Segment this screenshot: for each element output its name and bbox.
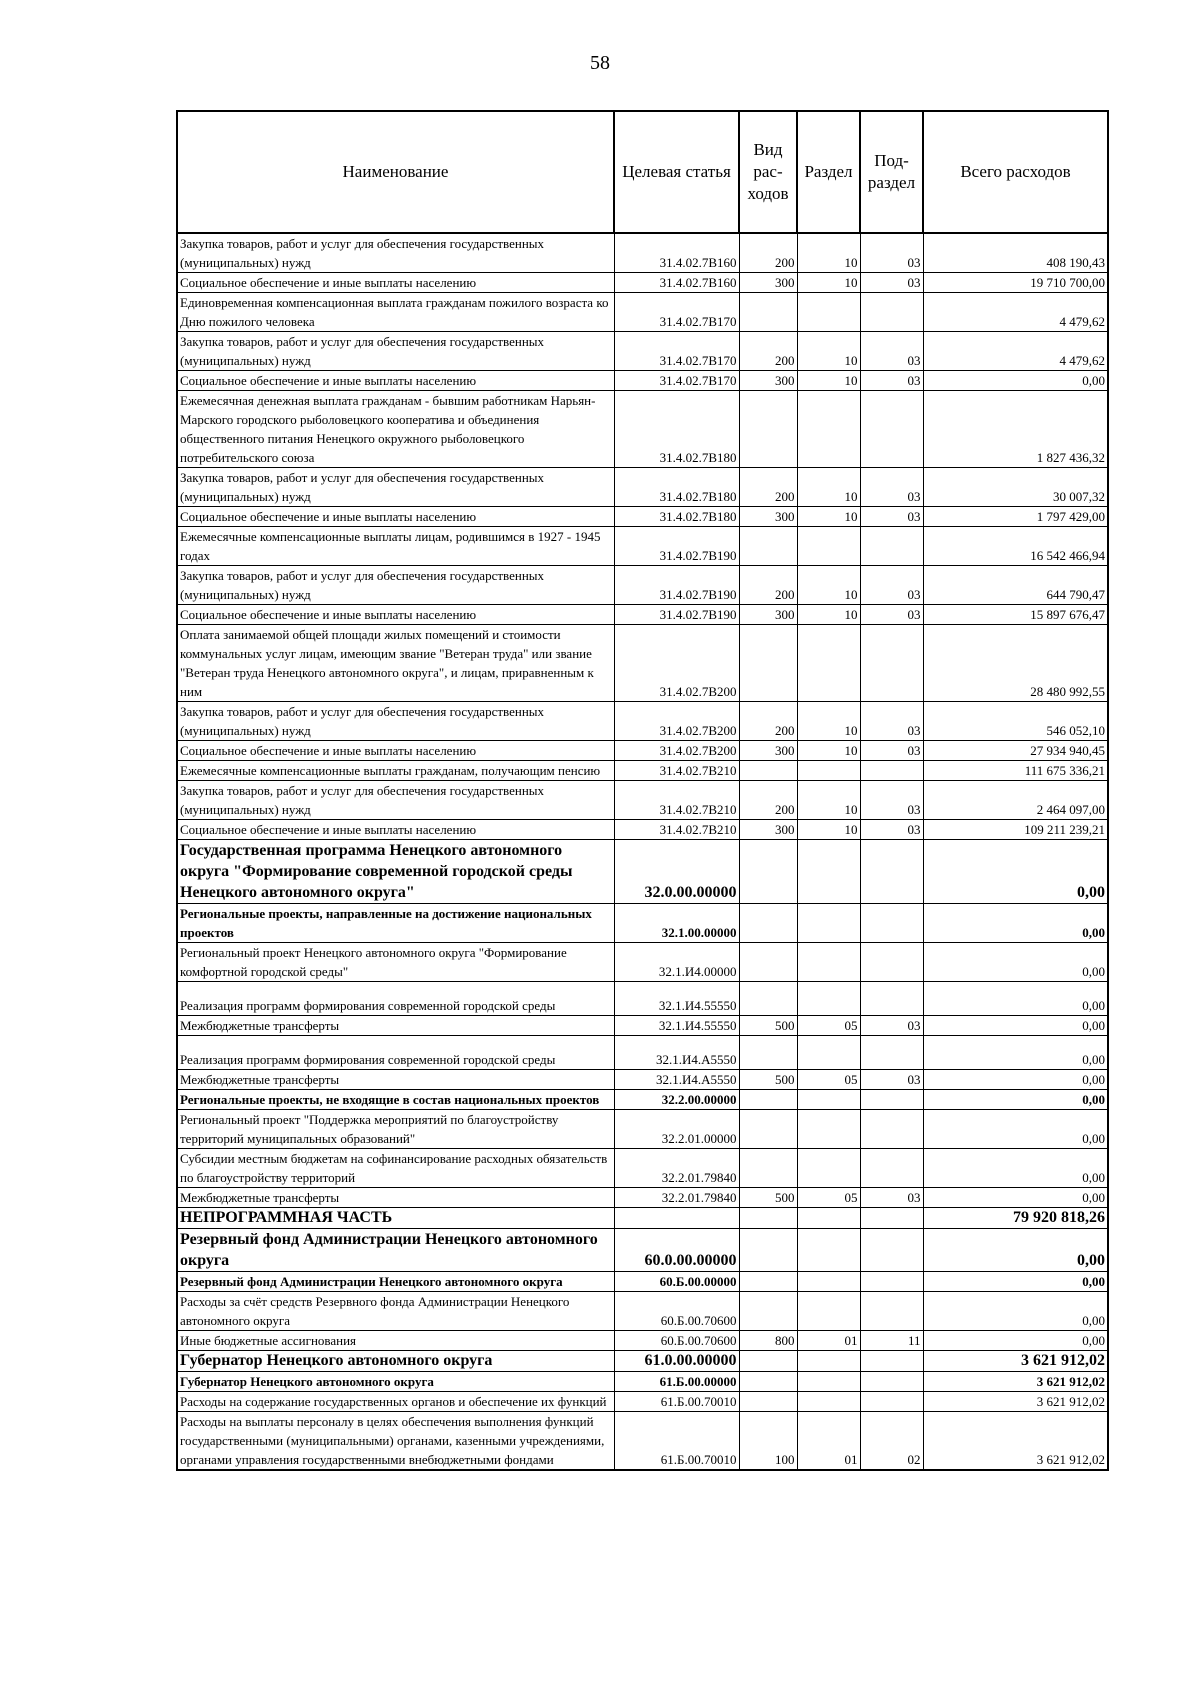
cell-target-code [614,1208,739,1229]
cell-name: Иные бюджетные ассигнования [177,1331,614,1351]
table-row [177,1188,1108,1208]
cell-subsection [860,943,923,982]
header-code: Целевая статья [614,111,739,233]
cell-total: 2 464 097,00 [923,781,1108,820]
table-row [177,1272,1108,1292]
cell-target-code: 32.2.01.00000 [614,1110,739,1149]
table-row [177,233,1108,273]
cell-total: 30 007,32 [923,468,1108,507]
table-row [177,1016,1108,1036]
cell-name: Закупка товаров, работ и услуг для обеспечения государственных (муниципальных) нужд [177,332,614,371]
header-razdel: Раздел [797,111,860,233]
header-name: Наименование [177,111,614,233]
cell-expense-type [739,293,797,332]
table-row [177,468,1108,507]
table-row [177,1351,1108,1372]
cell-total: 0,00 [923,1149,1108,1188]
cell-target-code: 61.Б.00.70010 [614,1412,739,1471]
cell-subsection [860,1292,923,1331]
cell-name: Государственная программа Ненецкого автономного округа "Формирование современной городской среды Ненецкого автономного округа" [177,840,614,904]
cell-section [797,1392,860,1412]
cell-total: 4 479,62 [923,293,1108,332]
cell-target-code: 31.4.02.7В200 [614,702,739,741]
table-header-row [177,111,1108,233]
cell-section [797,761,860,781]
cell-total: 0,00 [923,1331,1108,1351]
cell-expense-type [739,1036,797,1070]
cell-expense-type [739,391,797,468]
cell-section [797,391,860,468]
table-row [177,820,1108,840]
cell-target-code: 32.2.00.00000 [614,1090,739,1110]
cell-name: Губернатор Ненецкого автономного округа [177,1372,614,1392]
cell-name: Реализация программ формирования современной городской среды [177,1036,614,1070]
cell-expense-type [739,1090,797,1110]
table-row [177,293,1108,332]
cell-subsection [860,1392,923,1412]
cell-total: 109 211 239,21 [923,820,1108,840]
table-row [177,1090,1108,1110]
cell-subsection: 03 [860,781,923,820]
cell-expense-type: 100 [739,1412,797,1471]
cell-subsection: 03 [860,507,923,527]
cell-name: Социальное обеспечение и иные выплаты населению [177,605,614,625]
cell-subsection [860,293,923,332]
cell-target-code: 61.Б.00.70010 [614,1392,739,1412]
cell-section [797,1229,860,1272]
cell-section [797,1272,860,1292]
cell-name: Губернатор Ненецкого автономного округа [177,1351,614,1372]
cell-subsection [860,1351,923,1372]
cell-total: 0,00 [923,840,1108,904]
cell-target-code: 31.4.02.7В170 [614,371,739,391]
header-sum: Всего расходов [923,111,1108,233]
cell-target-code: 31.4.02.7В200 [614,625,739,702]
header-vid: Вид рас-ходов [739,111,797,233]
cell-total: 0,00 [923,1090,1108,1110]
cell-target-code: 31.4.02.7В190 [614,566,739,605]
cell-name: Ежемесячные компенсационные выплаты гражданам, получающим пенсию [177,761,614,781]
cell-total: 3 621 912,02 [923,1412,1108,1471]
cell-subsection [860,1208,923,1229]
cell-target-code: 31.4.02.7В200 [614,741,739,761]
cell-subsection: 11 [860,1331,923,1351]
table-row [177,527,1108,566]
cell-section: 10 [797,332,860,371]
cell-subsection: 02 [860,1412,923,1471]
cell-section [797,840,860,904]
cell-section: 05 [797,1070,860,1090]
cell-expense-type: 200 [739,566,797,605]
cell-name: Региональный проект Ненецкого автономного округа "Формирование комфортной городской среды" [177,943,614,982]
cell-target-code: 31.4.02.7В190 [614,527,739,566]
table-row [177,1229,1108,1272]
cell-subsection: 03 [860,702,923,741]
table-row [177,507,1108,527]
cell-section: 10 [797,741,860,761]
cell-expense-type [739,625,797,702]
table-row [177,1149,1108,1188]
cell-section [797,904,860,943]
cell-total: 0,00 [923,1272,1108,1292]
table-row [177,1110,1108,1149]
cell-target-code: 31.4.02.7В190 [614,605,739,625]
cell-subsection: 03 [860,1070,923,1090]
cell-target-code: 32.2.01.79840 [614,1149,739,1188]
cell-target-code: 61.0.00.00000 [614,1351,739,1372]
cell-expense-type: 200 [739,332,797,371]
cell-section [797,293,860,332]
cell-target-code: 31.4.02.7В180 [614,507,739,527]
table-row [177,273,1108,293]
cell-name: Межбюджетные трансферты [177,1188,614,1208]
cell-expense-type: 300 [739,605,797,625]
cell-expense-type [739,1110,797,1149]
cell-section [797,1036,860,1070]
cell-expense-type: 200 [739,233,797,273]
table-row [177,1208,1108,1229]
cell-target-code: 61.Б.00.00000 [614,1372,739,1392]
table-row [177,566,1108,605]
cell-total: 0,00 [923,1016,1108,1036]
cell-name: Расходы на содержание государственных органов и обеспечение их функций [177,1392,614,1412]
cell-subsection: 03 [860,273,923,293]
cell-expense-type: 200 [739,781,797,820]
cell-name: Межбюджетные трансферты [177,1016,614,1036]
cell-section [797,1292,860,1331]
cell-target-code: 32.1.И4.А5550 [614,1070,739,1090]
cell-target-code: 31.4.02.7В160 [614,273,739,293]
cell-total: 0,00 [923,1070,1108,1090]
cell-expense-type [739,840,797,904]
cell-total: 408 190,43 [923,233,1108,273]
cell-expense-type: 300 [739,507,797,527]
cell-target-code: 60.0.00.00000 [614,1229,739,1272]
cell-section [797,943,860,982]
cell-target-code: 31.4.02.7В160 [614,233,739,273]
cell-section: 10 [797,468,860,507]
cell-subsection: 03 [860,1016,923,1036]
table-row [177,741,1108,761]
cell-subsection [860,1372,923,1392]
cell-total: 0,00 [923,371,1108,391]
cell-subsection: 03 [860,468,923,507]
cell-total: 0,00 [923,1292,1108,1331]
cell-target-code: 31.4.02.7В170 [614,293,739,332]
cell-total: 4 479,62 [923,332,1108,371]
cell-section: 10 [797,371,860,391]
table-row [177,371,1108,391]
table-row [177,1070,1108,1090]
cell-subsection [860,1090,923,1110]
cell-name: Ежемесячная денежная выплата гражданам - бывшим работникам Нарьян-Марского городского рыболовецкого кооператива и объединения общественного питания Ненецкого окружного рыболовецкого потребительского союза [177,391,614,468]
cell-total: 546 052,10 [923,702,1108,741]
cell-expense-type: 200 [739,702,797,741]
cell-section: 10 [797,605,860,625]
table-row [177,1331,1108,1351]
cell-total: 15 897 676,47 [923,605,1108,625]
cell-subsection: 03 [860,566,923,605]
cell-subsection [860,1229,923,1272]
table-row [177,1292,1108,1331]
cell-expense-type [739,1392,797,1412]
cell-section: 10 [797,273,860,293]
cell-total: 0,00 [923,1188,1108,1208]
cell-expense-type: 500 [739,1016,797,1036]
cell-subsection [860,982,923,1016]
cell-total: 3 621 912,02 [923,1351,1108,1372]
table-row [177,982,1108,1016]
table-row [177,1372,1108,1392]
cell-name: Резервный фонд Администрации Ненецкого автономного округа [177,1229,614,1272]
cell-expense-type [739,1372,797,1392]
table-row [177,1036,1108,1070]
table-row [177,702,1108,741]
table-row [177,943,1108,982]
table-row [177,761,1108,781]
cell-expense-type [739,943,797,982]
cell-target-code: 31.4.02.7В210 [614,820,739,840]
cell-subsection [860,391,923,468]
cell-total: 28 480 992,55 [923,625,1108,702]
cell-subsection [860,840,923,904]
cell-target-code: 31.4.02.7В210 [614,761,739,781]
cell-name: Социальное обеспечение и иные выплаты населению [177,741,614,761]
cell-total: 111 675 336,21 [923,761,1108,781]
cell-total: 27 934 940,45 [923,741,1108,761]
cell-name: Единовременная компенсационная выплата гражданам пожилого возраста ко Дню пожилого человека [177,293,614,332]
cell-section: 05 [797,1016,860,1036]
cell-name: Ежемесячные компенсационные выплаты лицам, родившимся в 1927 - 1945 годах [177,527,614,566]
table-row [177,904,1108,943]
cell-section: 05 [797,1188,860,1208]
cell-name: Реализация программ формирования современной городской среды [177,982,614,1016]
table-row [177,840,1108,904]
cell-name: Закупка товаров, работ и услуг для обеспечения государственных (муниципальных) нужд [177,566,614,605]
cell-section [797,1208,860,1229]
cell-expense-type [739,1292,797,1331]
cell-section: 01 [797,1331,860,1351]
cell-name: Региональные проекты, не входящие в состав национальных проектов [177,1090,614,1110]
cell-expense-type [739,1208,797,1229]
cell-expense-type: 300 [739,371,797,391]
cell-subsection: 03 [860,605,923,625]
cell-name: Социальное обеспечение и иные выплаты населению [177,820,614,840]
cell-name: Закупка товаров, работ и услуг для обеспечения государственных (муниципальных) нужд [177,468,614,507]
cell-expense-type [739,527,797,566]
cell-name: Региональные проекты, направленные на достижение национальных проектов [177,904,614,943]
cell-section: 10 [797,566,860,605]
cell-expense-type [739,1149,797,1188]
cell-subsection: 03 [860,332,923,371]
cell-expense-type: 200 [739,468,797,507]
cell-target-code: 31.4.02.7В180 [614,391,739,468]
cell-total: 0,00 [923,1229,1108,1272]
cell-expense-type: 300 [739,820,797,840]
cell-subsection [860,761,923,781]
cell-expense-type: 500 [739,1070,797,1090]
cell-subsection [860,1149,923,1188]
cell-subsection: 03 [860,1188,923,1208]
cell-expense-type: 500 [739,1188,797,1208]
cell-section [797,1351,860,1372]
budget-table [176,110,1109,1471]
cell-target-code: 32.2.01.79840 [614,1188,739,1208]
header-podrazdel: Под-раздел [860,111,923,233]
cell-target-code: 60.Б.00.70600 [614,1292,739,1331]
cell-target-code: 32.1.И4.00000 [614,943,739,982]
cell-target-code: 32.1.И4.А5550 [614,1036,739,1070]
table-row [177,1412,1108,1471]
cell-subsection [860,625,923,702]
cell-expense-type: 300 [739,741,797,761]
cell-section [797,625,860,702]
table-row [177,781,1108,820]
cell-total: 0,00 [923,1036,1108,1070]
table-row [177,625,1108,702]
cell-name: Закупка товаров, работ и услуг для обеспечения государственных (муниципальных) нужд [177,233,614,273]
cell-section [797,1090,860,1110]
cell-subsection [860,1110,923,1149]
cell-name: Расходы на выплаты персоналу в целях обеспечения выполнения функций государственными (муниципальными) органами, казенными учреждениями, органами управления государственными внебюджетными фондами [177,1412,614,1471]
cell-name: Закупка товаров, работ и услуг для обеспечения государственных (муниципальных) нужд [177,781,614,820]
cell-total: 644 790,47 [923,566,1108,605]
cell-expense-type [739,904,797,943]
cell-expense-type [739,1229,797,1272]
cell-subsection: 03 [860,741,923,761]
cell-expense-type [739,761,797,781]
cell-total: 79 920 818,26 [923,1208,1108,1229]
cell-total: 0,00 [923,943,1108,982]
cell-expense-type [739,1351,797,1372]
cell-section: 10 [797,820,860,840]
cell-target-code: 32.1.И4.55550 [614,982,739,1016]
cell-name: Социальное обеспечение и иные выплаты населению [177,371,614,391]
cell-total: 1 797 429,00 [923,507,1108,527]
cell-subsection [860,527,923,566]
cell-total: 0,00 [923,1110,1108,1149]
page-number: 58 [590,52,610,74]
cell-target-code: 32.1.И4.55550 [614,1016,739,1036]
cell-section [797,982,860,1016]
cell-name: Субсидии местным бюджетам на софинансирование расходных обязательств по благоустройству территорий [177,1149,614,1188]
cell-name: Региональный проект "Поддержка мероприятий по благоустройству территорий муниципальных образований" [177,1110,614,1149]
cell-target-code: 31.4.02.7В180 [614,468,739,507]
cell-expense-type [739,982,797,1016]
cell-total: 0,00 [923,904,1108,943]
cell-name: Закупка товаров, работ и услуг для обеспечения государственных (муниципальных) нужд [177,702,614,741]
table-body [177,233,1108,1470]
cell-name: Межбюджетные трансферты [177,1070,614,1090]
cell-section: 10 [797,233,860,273]
table-row [177,332,1108,371]
cell-subsection [860,904,923,943]
cell-target-code: 60.Б.00.70600 [614,1331,739,1351]
cell-name: Расходы за счёт средств Резервного фонда Администрации Ненецкого автономного округа [177,1292,614,1331]
cell-total: 3 621 912,02 [923,1372,1108,1392]
cell-name: Оплата занимаемой общей площади жилых помещений и стоимости коммунальных услуг лицам, имеющим звание "Ветеран труда" или звание "Ветеран труда Ненецкого автономного округа", и лицам, приравненным к ним [177,625,614,702]
cell-name: НЕПРОГРАММНАЯ ЧАСТЬ [177,1208,614,1229]
cell-target-code: 32.1.00.00000 [614,904,739,943]
cell-subsection [860,1036,923,1070]
cell-section [797,1372,860,1392]
cell-expense-type: 300 [739,273,797,293]
table-row [177,391,1108,468]
cell-section [797,527,860,566]
cell-section: 10 [797,702,860,741]
cell-target-code: 32.0.00.00000 [614,840,739,904]
cell-section: 10 [797,507,860,527]
cell-name: Социальное обеспечение и иные выплаты населению [177,273,614,293]
cell-section: 10 [797,781,860,820]
cell-subsection: 03 [860,371,923,391]
cell-section [797,1149,860,1188]
table-row [177,1392,1108,1412]
cell-total: 16 542 466,94 [923,527,1108,566]
cell-total: 19 710 700,00 [923,273,1108,293]
cell-total: 1 827 436,32 [923,391,1108,468]
cell-target-code: 31.4.02.7В170 [614,332,739,371]
cell-total: 0,00 [923,982,1108,1016]
cell-subsection: 03 [860,820,923,840]
cell-target-code: 60.Б.00.00000 [614,1272,739,1292]
cell-expense-type [739,1272,797,1292]
cell-total: 3 621 912,02 [923,1392,1108,1412]
cell-subsection: 03 [860,233,923,273]
cell-section [797,1110,860,1149]
cell-section: 01 [797,1412,860,1471]
cell-subsection [860,1272,923,1292]
cell-name: Социальное обеспечение и иные выплаты населению [177,507,614,527]
cell-expense-type: 800 [739,1331,797,1351]
cell-target-code: 31.4.02.7В210 [614,781,739,820]
table-row [177,605,1108,625]
cell-name: Резервный фонд Администрации Ненецкого автономного округа [177,1272,614,1292]
